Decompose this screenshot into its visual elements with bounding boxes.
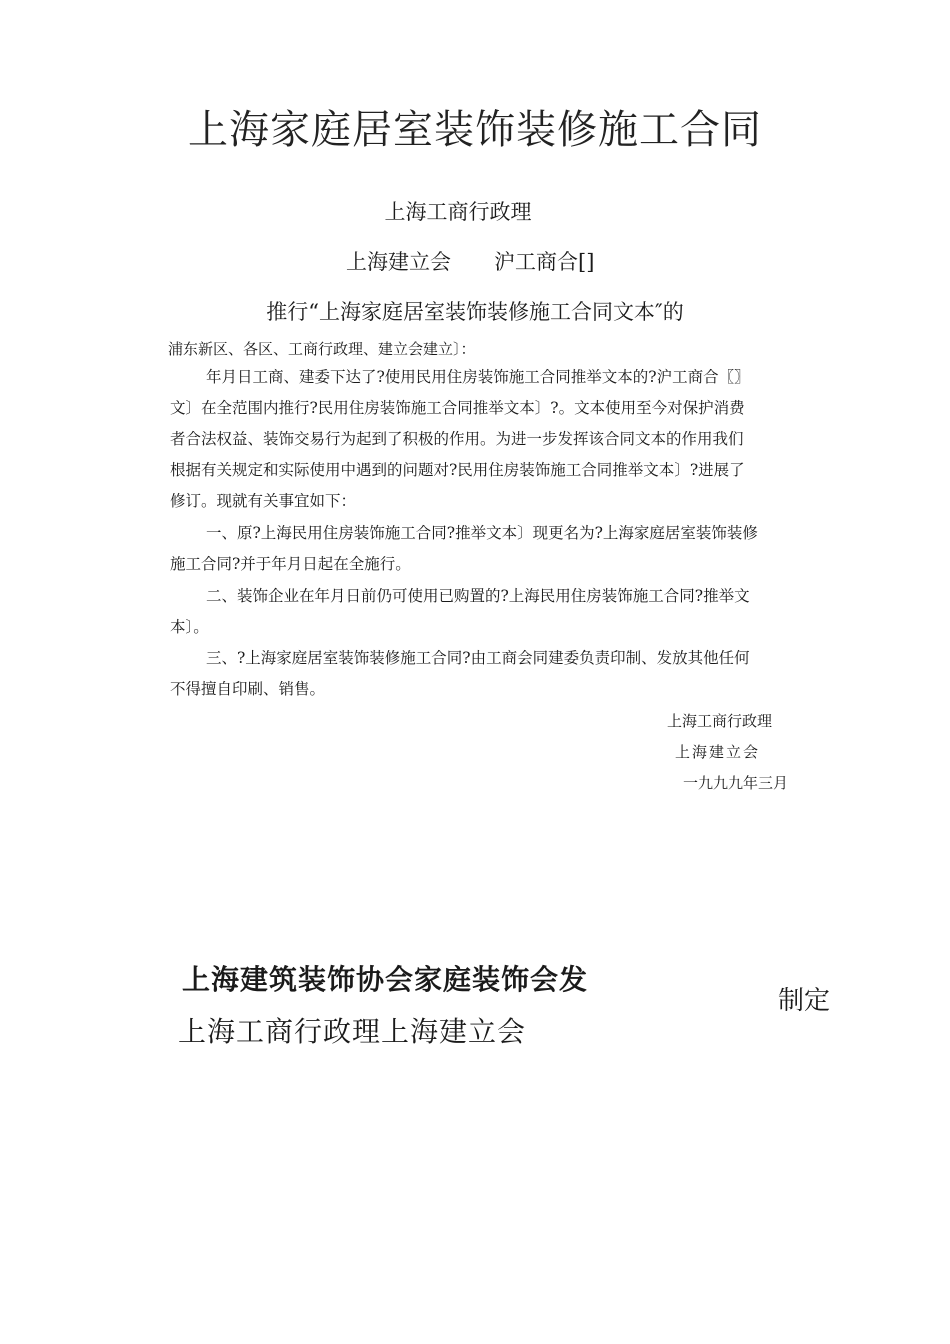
- paragraph-line: 本〕。: [170, 618, 209, 636]
- paragraph-line: 施工合同?并于年月日起在全施行。: [170, 555, 411, 573]
- footer-issuer-line-1: 上海建筑装饰协会家庭装饰会发: [182, 963, 589, 996]
- paragraph-line: 修订。现就有关事宜如下：: [170, 492, 357, 510]
- paragraph-line: 年月日工商、建委下达了?使用民用住房装饰施工合同推举文本的?沪工商合〖〗: [206, 368, 750, 386]
- paragraph-line: 二、装饰企业在年月日前仍可使用已购置的?上海民用住房装饰施工合同?推举文: [206, 587, 750, 605]
- document-number: 沪工商合[]: [494, 250, 595, 274]
- paragraph-line: 文〕在全范围内推行?民用住房装饰施工合同推举文本〕?。文本使用至今对保护消费: [170, 399, 745, 417]
- paragraph-line: 一、原?上海民用住房装饰施工合同?推举文本〕现更名为?上海家庭居室装饰装修: [206, 524, 758, 542]
- paragraph-line: 不得擅自印刷、销售。: [170, 680, 326, 698]
- notice-title: 推行“上海家庭居室装饰装修施工合同文本″的: [266, 300, 684, 324]
- body-paragraph-2: [170, 518, 758, 580]
- addressee: 浦东新区、各区、工商行政理、建立会建立〕：: [168, 340, 476, 358]
- document-title: 上海家庭居室装饰装修施工合同: [188, 107, 762, 153]
- paragraph-line: 三、?上海家庭居室装饰装修施工合同?由工商会同建委负责印制、发放其他任何: [206, 649, 750, 667]
- footer-issuer-line-2: 上海工商行政理上海建立会: [178, 1015, 527, 1048]
- body-paragraph-3: [170, 581, 750, 643]
- footer-made-by: 制定: [778, 986, 831, 1016]
- paragraph-line: 根据有关规定和实际使用中遇到的问题对?民用住房装饰施工合同推举文本〕?进展了: [170, 461, 745, 479]
- issuer-line-2-left: 上海建立会: [346, 250, 451, 274]
- body-paragraph-1: [170, 362, 750, 517]
- signature-org-2: 上海建立会: [675, 743, 761, 761]
- signature-date: 一九九九年三月: [683, 774, 789, 792]
- paragraph-line: 者合法权益、装饰交易行为起到了积极的作用。为进一步发挥该合同文本的作用我们: [170, 430, 744, 448]
- issuer-line-1: 上海工商行政理: [384, 200, 532, 224]
- body-paragraph-4: [170, 643, 750, 705]
- signature-org-1: 上海工商行政理: [667, 712, 773, 730]
